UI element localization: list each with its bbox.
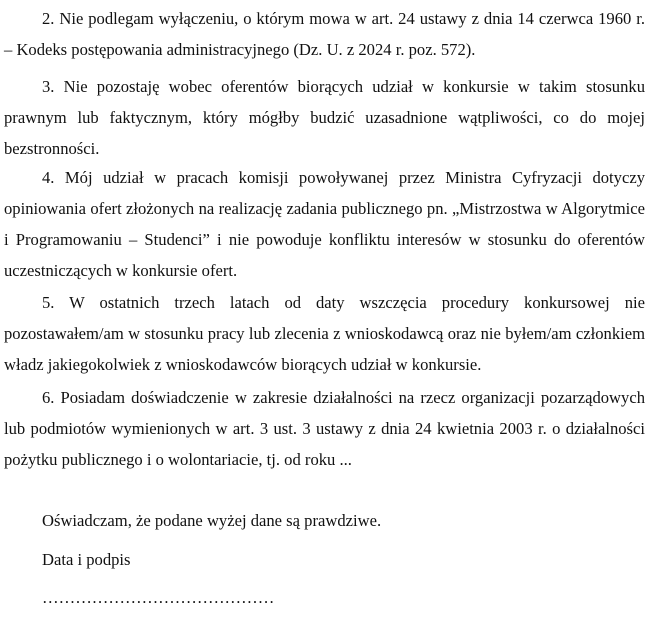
declaration-item-5: 5. W ostatnich trzech latach od daty wszczęcia procedury konkursowej nie pozostawałem/am w stosunku pracy lub zlecenia z wnioskodawcą oraz nie byłem/am członkiem władz jakiegokolwiek z wnioskodawców biorących udział w konkursie. bbox=[4, 293, 645, 374]
declaration-item-4: 4. Mój udział w pracach komisji powoływanej przez Ministra Cyfryzacji dotyczy opiniowania ofert złożonych na realizację zadania publicznego pn. „Mistrzostwa w Algorytmice i Programowaniu – Studenci” i nie powoduje konfliktu interesów w stosunku do oferentów uczestniczących w konkursie ofert. bbox=[4, 168, 645, 280]
declaration-item-3: 3. Nie pozostaję wobec oferentów biorących udział w konkursie w takim stosunku prawnym lub faktycznym, który mógłby budzić uzasadnione wątpliwości, co do mojej bezstronności. bbox=[4, 77, 645, 158]
declaration-item-6: 6. Posiadam doświadczenie w zakresie działalności na rzecz organizacji pozarządowych lub podmiotów wymienionych w art. 3 ust. 3 ustawy z dnia 24 kwietnia 2003 r. o działalności pożytku publicznego i o wolontariacie, tj. od roku ... bbox=[4, 388, 645, 469]
date-signature-label: Data i podpis bbox=[42, 550, 131, 569]
declaration-item-2: 2. Nie podlegam wyłączeniu, o którym mowa w art. 24 ustawy z dnia 14 czerwca 1960 r. – Kodeks postępowania administracyjnego (Dz. U. z 2024 r. poz. 572). bbox=[4, 9, 645, 59]
signature-line: …………………………………… bbox=[42, 588, 275, 607]
truthfulness-statement: Oświadczam, że podane wyżej dane są prawdziwe. bbox=[42, 511, 382, 530]
